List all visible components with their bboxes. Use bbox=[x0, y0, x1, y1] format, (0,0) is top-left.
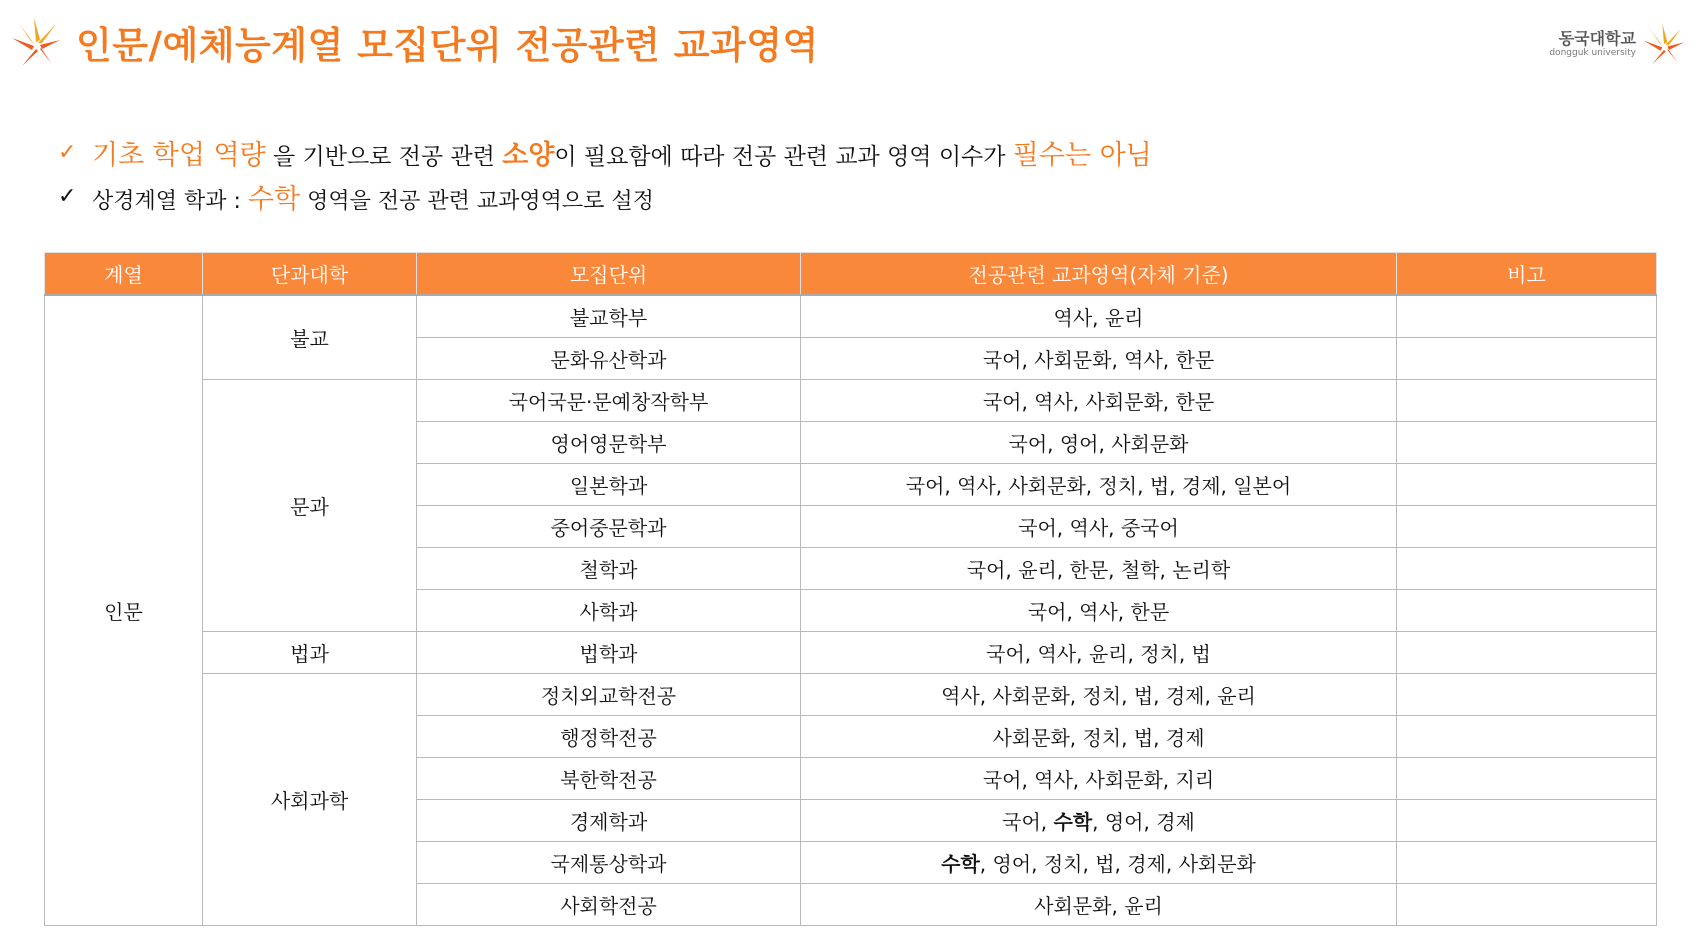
unit-cell: 정치외교학전공 bbox=[417, 674, 801, 716]
note-cell bbox=[1397, 716, 1657, 758]
subjects-cell: 국어, 역사, 중국어 bbox=[801, 506, 1397, 548]
highlight-attitude: 소양 bbox=[502, 139, 555, 171]
subjects-cell: 국어, 사회문화, 역사, 한문 bbox=[801, 338, 1397, 380]
checkmark-icon: ✓ bbox=[58, 139, 77, 165]
unit-cell: 중어중문학과 bbox=[417, 506, 801, 548]
logo-korean-text: 동국대학교 bbox=[1558, 28, 1636, 48]
note-cell bbox=[1397, 506, 1657, 548]
emphasis-math: 수학 bbox=[1053, 810, 1093, 834]
table-header-row bbox=[45, 253, 1657, 296]
college-cell: 법과 bbox=[203, 632, 417, 674]
column-header-subjects: 전공관련 교과영역(자체 기준) bbox=[801, 253, 1397, 296]
highlight-math: 수학 bbox=[247, 183, 301, 215]
note-cell bbox=[1397, 422, 1657, 464]
subjects-cell: 사회문화, 윤리 bbox=[801, 884, 1397, 926]
subject-area-table bbox=[44, 252, 1657, 926]
unit-cell: 영어영문학부 bbox=[417, 422, 801, 464]
table-row bbox=[45, 674, 1657, 716]
subjects-cell: 수학, 영어, 정치, 법, 경제, 사회문화 bbox=[801, 842, 1397, 884]
subjects-cell: 국어, 수학, 영어, 경제 bbox=[801, 800, 1397, 842]
subjects-cell: 국어, 역사, 사회문화, 정치, 법, 경제, 일본어 bbox=[801, 464, 1397, 506]
college-cell: 사회과학 bbox=[203, 674, 417, 926]
note-cell bbox=[1397, 464, 1657, 506]
note-cell bbox=[1397, 758, 1657, 800]
subjects-cell: 국어, 역사, 윤리, 정치, 법 bbox=[801, 632, 1397, 674]
note-cell bbox=[1397, 380, 1657, 422]
subjects-cell: 국어, 역사, 사회문화, 지리 bbox=[801, 758, 1397, 800]
table-row bbox=[45, 295, 1657, 338]
unit-cell: 북한학전공 bbox=[417, 758, 801, 800]
unit-cell: 철학과 bbox=[417, 548, 801, 590]
unit-cell: 사회학전공 bbox=[417, 884, 801, 926]
unit-cell: 국어국문·문예창작학부 bbox=[417, 380, 801, 422]
notes bbox=[58, 130, 1152, 218]
note-basic-competency: ✓ 기초 학업 역량 을 기반으로 전공 관련 소양이 필요함에 따라 전공 관련 교과 영역 이수가 필수는 아님 bbox=[58, 139, 1152, 171]
note-cell bbox=[1397, 338, 1657, 380]
subjects-cell: 국어, 영어, 사회문화 bbox=[801, 422, 1397, 464]
note-cell bbox=[1397, 884, 1657, 926]
unit-cell: 일본학과 bbox=[417, 464, 801, 506]
note-cell bbox=[1397, 295, 1657, 338]
note-cell bbox=[1397, 548, 1657, 590]
column-header-note: 비고 bbox=[1397, 253, 1657, 296]
unit-cell: 사학과 bbox=[417, 590, 801, 632]
title-bar bbox=[10, 14, 819, 70]
column-header-unit: 모집단위 bbox=[417, 253, 801, 296]
university-logo bbox=[1549, 22, 1686, 66]
logo-english-text: dongguk university bbox=[1549, 47, 1636, 58]
unit-cell: 문화유산학과 bbox=[417, 338, 801, 380]
unit-cell: 불교학부 bbox=[417, 295, 801, 338]
college-cell: 문과 bbox=[203, 380, 417, 632]
highlight-basic-competency: 기초 학업 역량 bbox=[92, 139, 266, 171]
table-row bbox=[45, 632, 1657, 674]
column-header-college: 단과대학 bbox=[203, 253, 417, 296]
note-business-math: ✓ 상경계열 학과 : 수학 영역을 전공 관련 교과영역으로 설정 bbox=[58, 183, 654, 215]
college-cell: 불교 bbox=[203, 295, 417, 380]
note-cell bbox=[1397, 632, 1657, 674]
subjects-cell: 역사, 사회문화, 정치, 법, 경제, 윤리 bbox=[801, 674, 1397, 716]
highlight-not-required: 필수는 아님 bbox=[1012, 139, 1152, 171]
subjects-cell: 국어, 역사, 한문 bbox=[801, 590, 1397, 632]
subjects-cell: 국어, 윤리, 한문, 철학, 논리학 bbox=[801, 548, 1397, 590]
note-cell bbox=[1397, 842, 1657, 884]
note-cell bbox=[1397, 590, 1657, 632]
checkmark-icon: ✓ bbox=[58, 183, 77, 209]
note-cell bbox=[1397, 674, 1657, 716]
field-cell: 인문 bbox=[45, 295, 203, 926]
unit-cell: 국제통상학과 bbox=[417, 842, 801, 884]
subjects-cell: 역사, 윤리 bbox=[801, 295, 1397, 338]
subjects-cell: 사회문화, 정치, 법, 경제 bbox=[801, 716, 1397, 758]
subjects-cell: 국어, 역사, 사회문화, 한문 bbox=[801, 380, 1397, 422]
dongguk-burst-icon bbox=[10, 16, 62, 68]
unit-cell: 행정학전공 bbox=[417, 716, 801, 758]
note-cell bbox=[1397, 800, 1657, 842]
dongguk-burst-icon bbox=[1642, 22, 1686, 66]
unit-cell: 경제학과 bbox=[417, 800, 801, 842]
table-row bbox=[45, 380, 1657, 422]
page-title: 인문/예체능계열 모집단위 전공관련 교과영역 bbox=[76, 24, 819, 67]
unit-cell: 법학과 bbox=[417, 632, 801, 674]
column-header-field: 계열 bbox=[45, 253, 203, 296]
emphasis-math: 수학 bbox=[941, 852, 980, 876]
